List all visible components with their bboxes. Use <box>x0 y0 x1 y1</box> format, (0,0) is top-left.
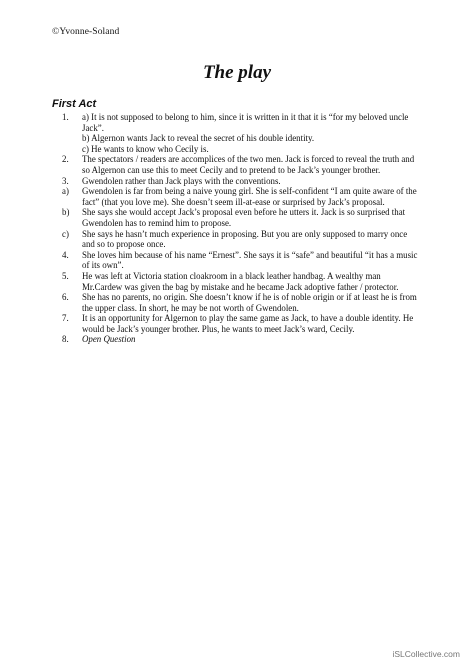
list-item <box>52 271 422 292</box>
item-letter: b) <box>62 207 70 218</box>
item-text: The spectators / readers are accomplices of the two men. Jack is forced to reveal the truth and so Algernon can use this to meet Cecily and to pretend to be Jack’s younger brother. <box>82 154 415 175</box>
list-item <box>52 176 422 187</box>
sub-item: c) He wants to know who Cecily is. <box>82 143 209 154</box>
item-text: Open Question <box>82 334 136 345</box>
item-text: He was left at Victoria station cloakroom in a black leather handbag. A wealthy man Mr.Cardew was given the bag by mistake and he became Jack adoptive father / protector. <box>82 270 399 292</box>
section-heading: First Act <box>52 98 97 110</box>
item-text: Gwendolen is far from being a naive young girl. She is self-confident “I am quite aware of the fact” (that you love me). She doesn’t seem ill-at-ease or surprised by Jack’s proposal. <box>82 186 417 207</box>
item-number: 2. <box>62 154 69 165</box>
item-number: 7. <box>62 313 69 324</box>
item-text: She has no parents, no origin. She doesn’t know if he is of noble origin or if at least he is from the upper class. In short, he may be not worth of Gwendolen. <box>82 292 417 313</box>
watermark: iSLCollective.com <box>392 649 460 659</box>
item-number: 5. <box>62 270 69 281</box>
list-item <box>52 250 422 271</box>
item-number: 8. <box>62 334 69 345</box>
item-text: Gwendolen rather than Jack plays with the conventions. <box>82 175 281 186</box>
list-item <box>52 207 422 228</box>
list-item <box>52 229 422 250</box>
item-text: She says he hasn’t much experience in proposing. But you are only supposed to marry once and so to propose once. <box>82 228 408 250</box>
item-letter: a) <box>62 186 69 197</box>
item-number: 3. <box>62 175 69 186</box>
answer-list <box>52 112 422 345</box>
list-item <box>52 186 422 207</box>
item-text: It is an opportunity for Algernon to play the same game as Jack, to have a double identity. He would be Jack’s younger brother. Plus, he wants to meet Jack’s ward, Cecily. <box>82 313 414 334</box>
list-item <box>52 112 422 133</box>
item-letter: c) <box>62 228 69 239</box>
list-item <box>52 334 422 345</box>
item-text: She loves him because of his name “Ernest”. She says it is “safe” and beautiful “it has a music of its own”. <box>82 249 418 271</box>
list-item <box>52 292 422 313</box>
item-number: 6. <box>62 292 69 303</box>
copyright-notice: ©Yvonne-Soland <box>52 27 120 37</box>
list-item <box>52 313 422 334</box>
list-item <box>52 154 422 175</box>
sub-item: b) Algernon wants Jack to reveal the secret of his double identity. <box>82 133 315 144</box>
page-title: The play <box>202 62 272 83</box>
item-number: 1. <box>62 112 69 122</box>
item-number: 4. <box>62 249 69 260</box>
item-text: She says she would accept Jack’s proposal even before he utters it. Jack is so surprised that Gwendolen has to remind him to propose. <box>82 207 406 228</box>
item-text: a) It is not supposed to belong to him, since it is written in it that it is “for my beloved uncle Jack”. <box>82 112 409 133</box>
